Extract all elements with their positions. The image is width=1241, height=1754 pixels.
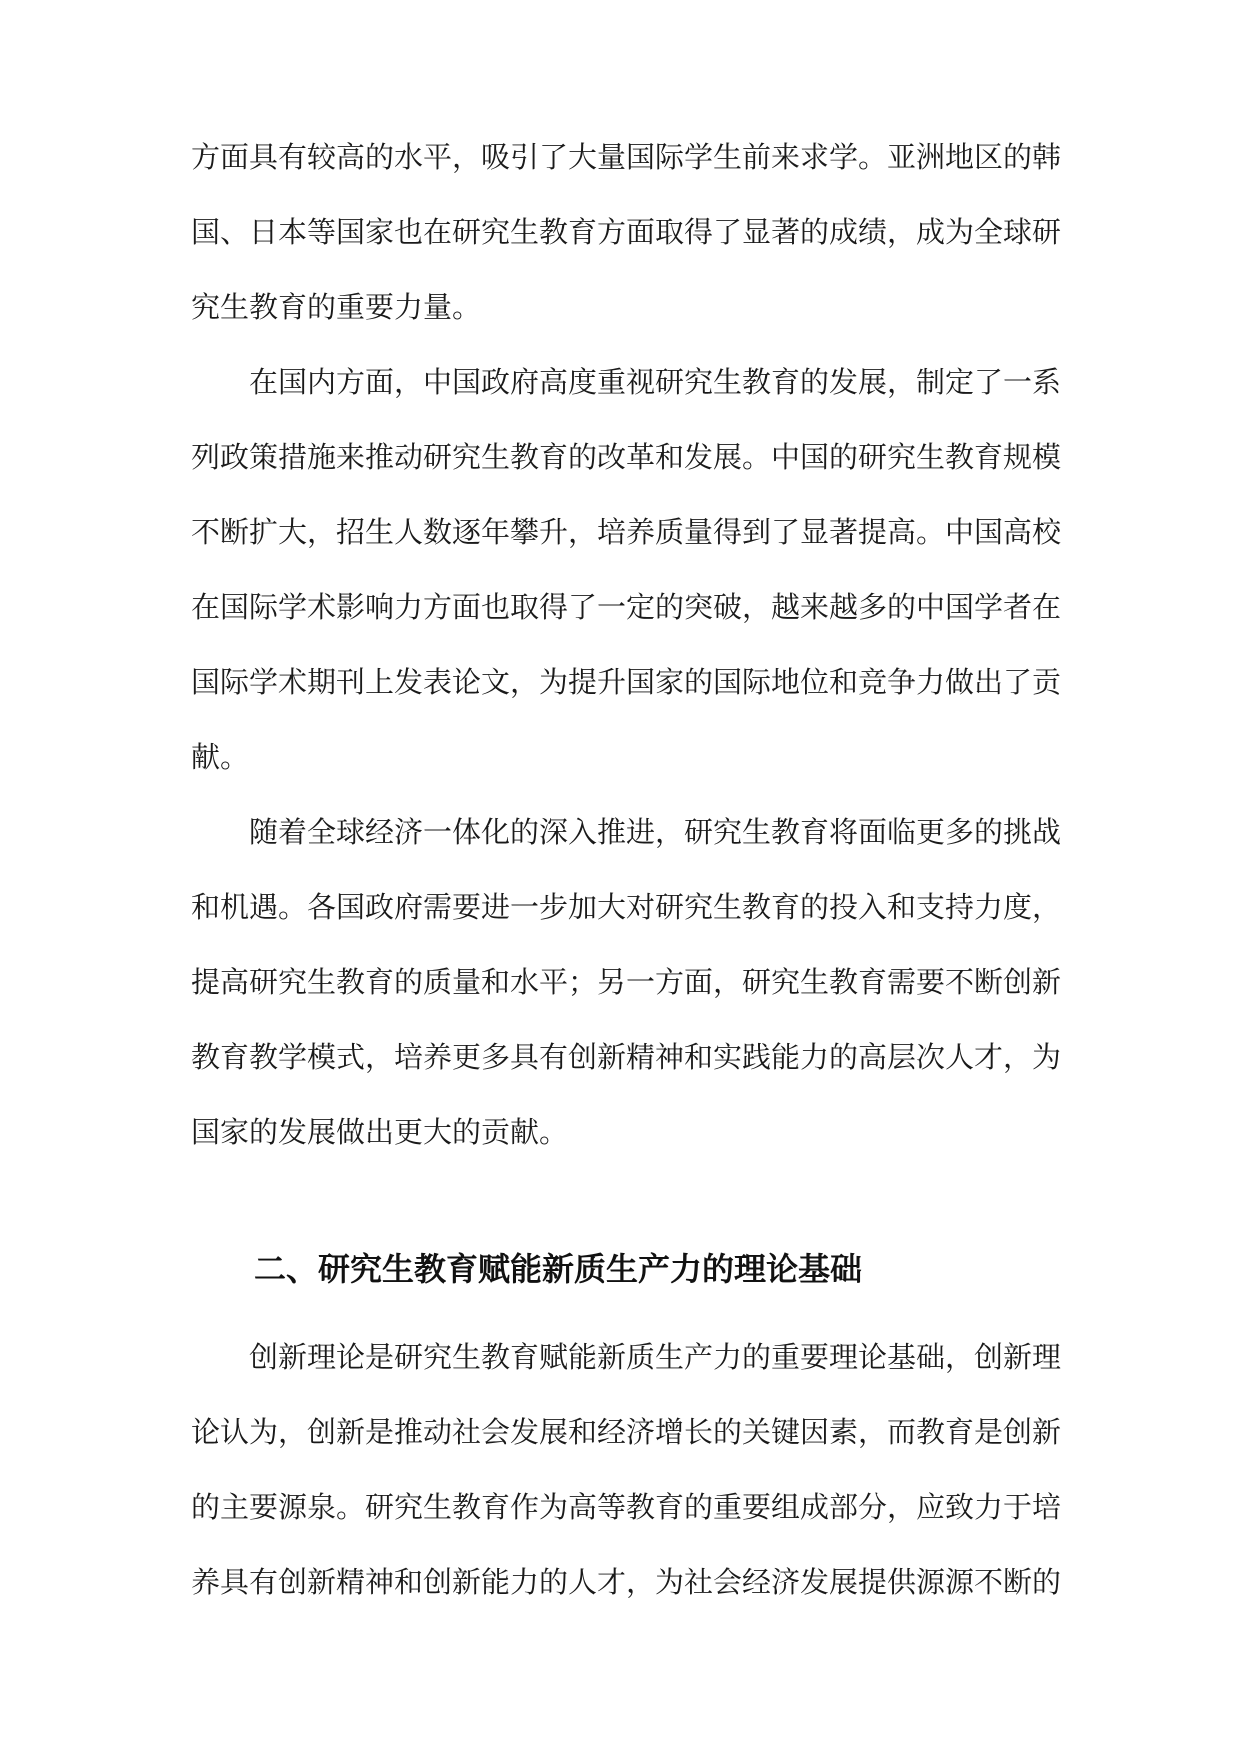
paragraph-2-line-4: 在国际学术影响力方面也取得了一定的突破，越来越多的中国学者在	[191, 590, 1062, 624]
paragraph-1-line-3: 究生教育的重要力量。	[191, 290, 482, 324]
paragraph-4-line-3: 的主要源泉。研究生教育作为高等教育的重要组成部分，应致力于培	[191, 1490, 1062, 1524]
paragraph-2-line-1: 在国内方面，中国政府高度重视研究生教育的发展，制定了一系	[249, 365, 1062, 399]
paragraph-3-line-5: 国家的发展做出更大的贡献。	[191, 1115, 569, 1149]
paragraph-3-line-1: 随着全球经济一体化的深入推进，研究生教育将面临更多的挑战	[249, 815, 1062, 849]
paragraph-3-line-3: 提高研究生教育的质量和水平；另一方面，研究生教育需要不断创新	[191, 965, 1062, 999]
paragraph-3-line-4: 教育教学模式，培养更多具有创新精神和实践能力的高层次人才，为	[191, 1040, 1062, 1074]
paragraph-2-line-5: 国际学术期刊上发表论文，为提升国家的国际地位和竞争力做出了贡	[191, 665, 1062, 699]
paragraph-2-line-6: 献。	[191, 740, 250, 774]
paragraph-2-line-3: 不断扩大，招生人数逐年攀升，培养质量得到了显著提高。中国高校	[191, 515, 1062, 549]
paragraph-1-line-1: 方面具有较高的水平，吸引了大量国际学生前来求学。亚洲地区的韩	[191, 140, 1062, 174]
paragraph-3-line-2: 和机遇。各国政府需要进一步加大对研究生教育的投入和支持力度，	[191, 890, 1062, 924]
paragraph-4-line-2: 论认为，创新是推动社会发展和经济增长的关键因素，而教育是创新	[191, 1415, 1062, 1449]
paragraph-4-line-1: 创新理论是研究生教育赋能新质生产力的重要理论基础，创新理	[249, 1340, 1062, 1374]
paragraph-4-line-4: 养具有创新精神和创新能力的人才，为社会经济发展提供源源不断的	[191, 1565, 1062, 1599]
paragraph-1-line-2: 国、日本等国家也在研究生教育方面取得了显著的成绩，成为全球研	[191, 215, 1062, 249]
paragraph-2-line-2: 列政策措施来推动研究生教育的改革和发展。中国的研究生教育规模	[191, 440, 1062, 474]
section-heading: 二、研究生教育赋能新质生产力的理论基础	[254, 1250, 863, 1288]
